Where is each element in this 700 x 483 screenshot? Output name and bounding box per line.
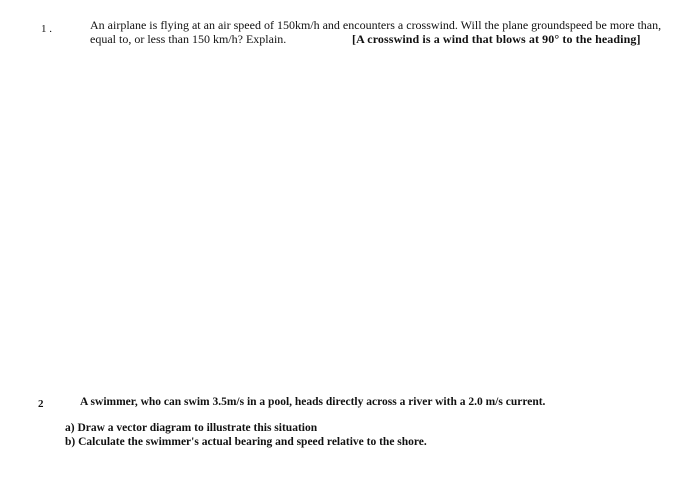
question-1-number: 1 . (41, 23, 52, 35)
question-2-parts (65, 421, 427, 449)
question-1-line-1: An airplane is flying at an air speed of 150km/h and encounters a crosswind. Will the plane groundspeed be more than, (90, 18, 662, 32)
question-2-part-b: b) Calculate the swimmer's actual bearing and speed relative to the shore. (65, 436, 427, 448)
question-1-line-2: equal to, or less than 150 km/h? Explain. (90, 32, 287, 46)
question-1-line-2-row (90, 32, 680, 46)
question-2-part-a: a) Draw a vector diagram to illustrate this situation (65, 422, 318, 434)
question-2-text: A swimmer, who can swim 3.5m/s in a pool, heads directly across a river with a 2.0 m/s current. (80, 396, 546, 408)
question-1-text (90, 18, 680, 46)
crosswind-definition-note: [A crosswind is a wind that blows at 90° to the heading] (352, 32, 641, 46)
question-2-number: 2 (38, 398, 44, 410)
